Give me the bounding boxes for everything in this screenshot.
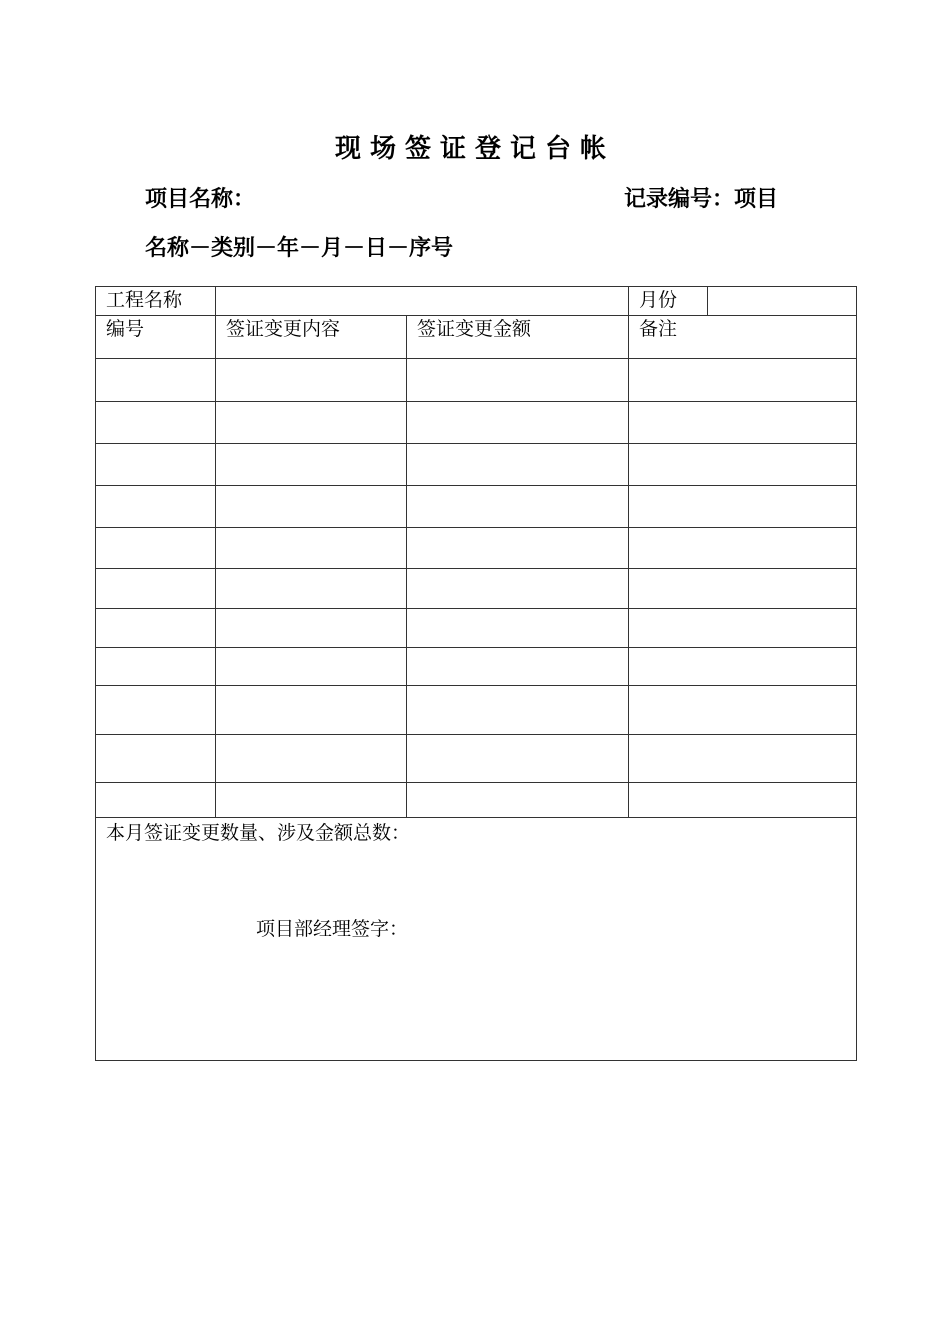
cell-remarks [629, 528, 857, 569]
table-row [96, 402, 857, 444]
table-row [96, 528, 857, 569]
cell-amount [407, 569, 629, 609]
cell-amount [407, 528, 629, 569]
table-row [96, 359, 857, 402]
cell-content [216, 735, 407, 783]
table-row [96, 783, 857, 818]
cell-number [96, 486, 216, 528]
monthly-summary-label: 本月签证变更数量、涉及金额总数： [106, 822, 411, 844]
cell-content [216, 609, 407, 648]
cell-content [216, 486, 407, 528]
cell-remarks [629, 444, 857, 486]
column-header-number: 编号 [96, 316, 216, 359]
cell-content [216, 359, 407, 402]
table-row [96, 648, 857, 686]
table-row [96, 735, 857, 783]
document-title: 现场签证登记台帐 [334, 134, 615, 164]
column-header-content: 签证变更内容 [216, 316, 407, 359]
cell-number [96, 402, 216, 444]
column-header-row [96, 316, 857, 359]
column-header-remarks: 备注 [629, 316, 857, 359]
cell-amount [407, 402, 629, 444]
cell-remarks [629, 648, 857, 686]
manager-signature-label: 项目部经理签字： [256, 918, 409, 940]
cell-remarks [629, 569, 857, 609]
project-name-header: 工程名称 [96, 287, 216, 316]
cell-number [96, 648, 216, 686]
cell-amount [407, 686, 629, 735]
cell-content [216, 569, 407, 609]
cell-remarks [629, 686, 857, 735]
cell-content [216, 444, 407, 486]
cell-content [216, 402, 407, 444]
cell-content [216, 783, 407, 818]
month-value [708, 287, 857, 316]
cell-remarks [629, 735, 857, 783]
cell-amount [407, 648, 629, 686]
summary-row [96, 818, 857, 1061]
table-row [96, 569, 857, 609]
cell-content [216, 686, 407, 735]
cell-amount [407, 735, 629, 783]
record-number-format: 名称－类别－年－月－日－序号 [145, 236, 454, 261]
table-row [96, 609, 857, 648]
cell-amount [407, 486, 629, 528]
table-row [96, 686, 857, 735]
cell-remarks [629, 609, 857, 648]
cell-remarks [629, 486, 857, 528]
cell-number [96, 783, 216, 818]
column-header-amount: 签证变更金额 [407, 316, 629, 359]
table-row [96, 444, 857, 486]
table-row [96, 486, 857, 528]
cell-amount [407, 444, 629, 486]
cell-number [96, 444, 216, 486]
cell-content [216, 528, 407, 569]
cell-number [96, 528, 216, 569]
cell-number [96, 609, 216, 648]
cell-remarks [629, 783, 857, 818]
record-number-label: 记录编号：项目 [624, 187, 779, 212]
cell-number [96, 686, 216, 735]
cell-number [96, 359, 216, 402]
project-name-label: 项目名称： [145, 187, 256, 212]
cell-number [96, 735, 216, 783]
cell-remarks [629, 359, 857, 402]
cell-number [96, 569, 216, 609]
project-name-value [216, 287, 629, 316]
header-row-project [96, 287, 857, 316]
visa-ledger-table [95, 286, 857, 1061]
cell-amount [407, 609, 629, 648]
cell-amount [407, 783, 629, 818]
cell-content [216, 648, 407, 686]
month-header: 月份 [629, 287, 708, 316]
cell-remarks [629, 402, 857, 444]
summary-cell [96, 818, 857, 1061]
cell-amount [407, 359, 629, 402]
